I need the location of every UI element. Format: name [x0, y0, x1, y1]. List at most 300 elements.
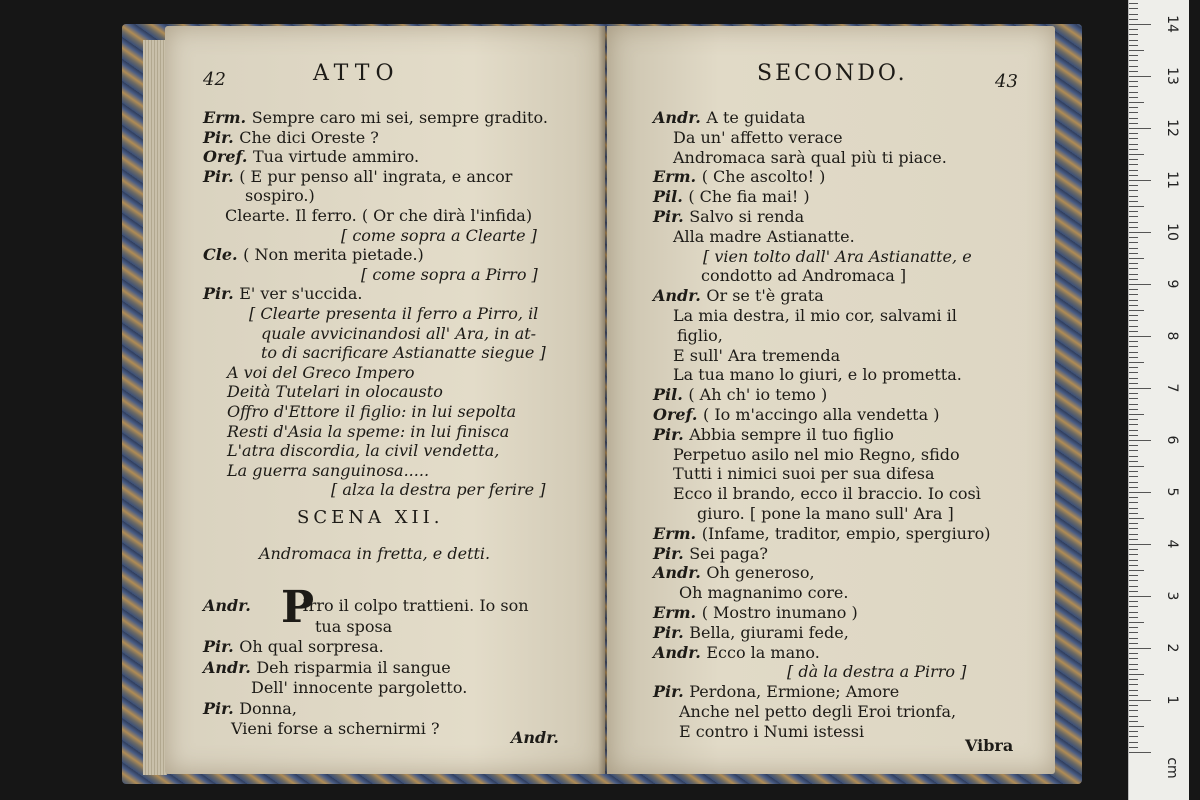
page-number-right: 43: [995, 71, 1018, 92]
line-text: quale avvicinandosi all' Ara, in at-: [261, 323, 537, 343]
ruler-unit: cm: [1164, 757, 1180, 779]
text-line: [227, 402, 516, 422]
ruler-tick: [1129, 284, 1151, 285]
ruler-tick: [1129, 222, 1138, 223]
speaker-label: Oref.: [653, 405, 703, 424]
text-line: [227, 441, 499, 461]
ruler-tick: [1129, 97, 1138, 98]
text-line: [673, 306, 957, 326]
catchword-left: Andr.: [511, 728, 559, 747]
speaker-label: Pir.: [203, 637, 240, 656]
line-text: ( Che ascolto! ): [701, 167, 826, 187]
ruler-tick: [1129, 393, 1138, 394]
running-head-right: SECONDO.: [757, 61, 908, 86]
drop-cap: P: [281, 582, 315, 633]
ruler-tick: [1129, 128, 1151, 129]
ruler-tick: [1129, 424, 1138, 425]
speaker-label: Pir.: [653, 207, 690, 226]
ruler-tick: [1129, 752, 1151, 753]
ruler-tick: [1129, 107, 1138, 108]
catchword-right: Vibra: [965, 736, 1014, 755]
ruler-tick: [1129, 346, 1138, 347]
ruler-tick: [1129, 159, 1138, 160]
ruler-number: 7: [1164, 383, 1180, 393]
line-text: [ vien tolto dall' Ara Astianatte, e: [703, 246, 972, 266]
ruler-tick: [1129, 445, 1138, 446]
line-text: Andromaca sarà qual più ti piace.: [673, 147, 947, 167]
page-edges: [143, 40, 167, 775]
line-text: [ dà la destra a Pirro ]: [787, 662, 967, 682]
ruler-tick: [1129, 580, 1138, 581]
ruler-tick: [1129, 430, 1138, 431]
text-line: [249, 304, 538, 324]
ruler-tick: [1129, 175, 1138, 176]
left-page: [165, 26, 605, 774]
ruler-tick: [1129, 518, 1144, 519]
line-text: Oh magnanimo core.: [679, 583, 849, 603]
ruler-tick: [1129, 570, 1144, 571]
text-line: [673, 445, 960, 465]
ruler-tick: [1129, 690, 1138, 691]
ruler-tick: [1129, 747, 1138, 748]
ruler-tick: [1129, 118, 1138, 119]
line-text: sospiro.): [245, 186, 315, 206]
text-line: [679, 702, 956, 722]
ruler-tick: [1129, 684, 1138, 685]
line-text: Sempre caro mi sei, sempre gradito.: [251, 108, 548, 127]
speaker-label: Pil.: [653, 385, 689, 405]
text-line: [673, 148, 947, 168]
line-text: condotto ad Andromaca ]: [701, 266, 907, 286]
ruler-tick: [1129, 378, 1138, 379]
speaker-label: Pir.: [653, 682, 690, 702]
line-text: Oh qual sorpresa.: [239, 637, 384, 656]
ruler-tick: [1129, 29, 1138, 30]
line-text: E contro i Numi istessi: [679, 721, 865, 741]
text-line: [227, 382, 443, 402]
ruler-number: 14: [1164, 15, 1180, 33]
text-line: [653, 623, 849, 643]
speaker-label: Erm.: [653, 167, 702, 187]
ruler-tick: [1129, 253, 1138, 254]
text-line: [653, 108, 805, 128]
ruler-tick: [1129, 627, 1138, 628]
ruler-tick: [1129, 534, 1138, 535]
text-line: [261, 324, 536, 344]
ruler-tick: [1129, 352, 1138, 353]
ruler-number: 5: [1164, 487, 1180, 497]
speaker-label: Andr.: [653, 642, 707, 662]
ruler-tick: [1129, 731, 1138, 732]
line-text: Oh generoso,: [706, 563, 815, 583]
text-line: [677, 326, 723, 346]
text-line: [653, 385, 827, 405]
ruler-tick: [1129, 466, 1144, 467]
scene-title: SCENA XII.: [297, 507, 444, 528]
ruler-tick: [1129, 482, 1138, 483]
speaker-label: Erm.: [653, 523, 702, 543]
ruler-tick: [1129, 216, 1138, 217]
line-text: Dell' innocente pargoletto.: [251, 678, 468, 697]
text-line: [203, 699, 297, 719]
ruler-tick: [1129, 326, 1138, 327]
ruler-tick: [1129, 138, 1138, 139]
line-text: Abbia sempre il tuo figlio: [689, 424, 894, 444]
ruler-tick: [1129, 71, 1138, 72]
text-line: [227, 363, 415, 383]
line-text: Alla madre Astianatte.: [673, 226, 855, 246]
ruler-tick: [1129, 419, 1138, 420]
text-line: [203, 245, 424, 265]
ruler-tick: [1129, 612, 1138, 613]
ruler-tick: [1129, 206, 1144, 207]
ruler-number: 1: [1164, 695, 1180, 705]
ruler-tick: [1129, 196, 1138, 197]
text-line: [653, 544, 768, 564]
line-text: Sei paga?: [689, 543, 768, 563]
speaker-label: Erm.: [653, 603, 702, 622]
ruler-tick: [1129, 190, 1138, 191]
line-text: Or se t'è grata: [706, 286, 824, 306]
ruler-tick: [1129, 705, 1138, 706]
text-line: [231, 719, 440, 739]
line-text: [ come sopra a Clearte ]: [341, 225, 537, 245]
ruler-tick: [1129, 8, 1138, 9]
ruler-tick: [1129, 736, 1138, 737]
ruler-tick: [1129, 81, 1138, 82]
running-head-left: ATTO: [313, 61, 400, 86]
speaker-label: Pir.: [653, 543, 690, 563]
measurement-ruler: [1128, 0, 1189, 800]
ruler-tick: [1129, 710, 1138, 711]
line-text: Resti d'Asia la speme: in lui finisca: [227, 421, 510, 441]
ruler-tick: [1129, 362, 1144, 363]
speaker-label: Cle.: [203, 245, 244, 265]
ruler-tick: [1129, 242, 1138, 243]
ruler-tick: [1129, 40, 1138, 41]
ruler-tick: [1129, 367, 1138, 368]
ruler-tick: [1129, 237, 1138, 238]
ruler-tick: [1129, 653, 1138, 654]
text-line: [315, 617, 392, 637]
ruler-tick: [1129, 300, 1138, 301]
text-line: [203, 108, 548, 128]
ruler-tick: [1129, 622, 1144, 623]
ruler-tick: [1129, 471, 1138, 472]
text-line: [653, 286, 824, 306]
speaker-label: Andr.: [653, 563, 707, 583]
text-line: [703, 247, 972, 267]
page-number-left: 42: [203, 69, 226, 90]
text-line: [787, 662, 966, 682]
speaker-label: Pil.: [653, 187, 689, 207]
speaker-label: Pir.: [203, 127, 240, 147]
ruler-tick: [1129, 508, 1138, 509]
ruler-tick: [1129, 632, 1138, 633]
speaker-label: Pir.: [653, 622, 690, 642]
line-text: E' ver s'uccida.: [239, 284, 363, 304]
ruler-tick: [1129, 102, 1144, 103]
line-text: Tua virtude ammiro.: [253, 147, 420, 167]
text-line: [653, 167, 825, 187]
ruler-tick: [1129, 372, 1138, 373]
text-line: [331, 480, 545, 500]
text-line: [261, 343, 546, 363]
text-line: [341, 226, 537, 246]
ruler-tick: [1129, 549, 1138, 550]
text-line: [673, 464, 935, 484]
line-text: ( Io m'accingo alla vendetta ): [703, 405, 940, 424]
ruler-tick: [1129, 315, 1138, 316]
speaker-label: Pir.: [653, 424, 690, 444]
ruler-tick: [1129, 258, 1144, 259]
ruler-tick: [1129, 487, 1138, 488]
line-text: A voi del Greco Impero: [227, 362, 415, 382]
ruler-tick: [1129, 539, 1138, 540]
ruler-tick: [1129, 55, 1138, 56]
ruler-tick: [1129, 24, 1151, 25]
ruler-tick: [1129, 560, 1138, 561]
ruler-tick: [1129, 591, 1138, 592]
ruler-tick: [1129, 320, 1138, 321]
line-text: ( E pur penso all' ingrata, e ancor: [239, 166, 513, 186]
ruler-tick: [1129, 492, 1151, 493]
ruler-tick: [1129, 679, 1138, 680]
text-line: [653, 682, 899, 702]
ruler-tick: [1129, 170, 1138, 171]
ruler-tick: [1129, 331, 1138, 332]
text-line: [225, 206, 532, 226]
ruler-tick: [1129, 268, 1138, 269]
text-line: [697, 504, 954, 524]
line-text: Offro d'Ettore il figlio: in lui sepolta: [227, 402, 517, 421]
ruler-tick: [1129, 476, 1138, 477]
ruler-tick: [1129, 575, 1138, 576]
ruler-tick: [1129, 695, 1138, 696]
text-line: [251, 678, 467, 698]
speaker-label: Oref.: [203, 147, 253, 167]
text-line: [361, 265, 538, 285]
ruler-tick: [1129, 638, 1138, 639]
ruler-number: 4: [1164, 539, 1180, 549]
text-line: [653, 405, 939, 425]
text-line: [653, 187, 810, 207]
ruler-number: 12: [1164, 119, 1180, 137]
ruler-tick: [1129, 227, 1138, 228]
text-line: [653, 603, 858, 623]
text-line: [673, 346, 840, 366]
line-text: Vieni forse a schernirmi ?: [231, 719, 440, 738]
line-text: Deh risparmia il sangue: [256, 657, 451, 677]
ruler-tick: [1129, 60, 1138, 61]
line-text: Donna,: [239, 698, 297, 718]
ruler-tick: [1129, 554, 1138, 555]
ruler-tick: [1129, 310, 1144, 311]
ruler-tick: [1129, 185, 1138, 186]
line-text: ( Ah ch' io temo ): [688, 385, 828, 405]
ruler-tick: [1129, 383, 1138, 384]
ruler-tick: [1129, 34, 1138, 35]
ruler-tick: [1129, 414, 1144, 415]
line-text: Irro il colpo trattieni. Io son: [302, 596, 529, 615]
line-text: L'atra discordia, la civil vendetta,: [227, 441, 500, 461]
line-text: giuro. [ pone la mano sull' Ara ]: [697, 504, 954, 523]
line-text: ( Mostro inumano ): [701, 603, 858, 622]
ruler-tick: [1129, 497, 1138, 498]
ruler-tick: [1129, 601, 1138, 602]
ruler-tick: [1129, 211, 1138, 212]
ruler-tick: [1129, 14, 1138, 15]
line-text: [ alza la destra per ferire ]: [331, 480, 546, 500]
ruler-tick: [1129, 398, 1138, 399]
ruler-tick: [1129, 456, 1138, 457]
ruler-tick: [1129, 123, 1138, 124]
text-line: [679, 722, 864, 742]
speaker-label: Erm.: [203, 108, 252, 127]
text-line: [227, 422, 509, 442]
ruler-tick: [1129, 664, 1138, 665]
ruler-number: 3: [1164, 591, 1180, 601]
line-text: figlio,: [677, 325, 723, 345]
ruler-tick: [1129, 294, 1138, 295]
ruler-tick: [1129, 513, 1138, 514]
text-line: [203, 147, 419, 167]
line-text: Deità Tutelari in olocausto: [227, 382, 443, 402]
line-text: Salvo si renda: [689, 207, 805, 226]
line-text: Perdona, Ermione; Amore: [689, 682, 900, 702]
ruler-number: 11: [1164, 171, 1180, 189]
scene-subtitle: Andromaca in fretta, e detti.: [259, 544, 491, 563]
ruler-tick: [1129, 164, 1138, 165]
text-line: [245, 186, 315, 206]
line-text: Clearte. Il ferro. ( Or che dirà l'infida): [225, 206, 533, 225]
ruler-tick: [1129, 643, 1138, 644]
text-line: [679, 583, 848, 603]
text-line: [673, 484, 981, 504]
ruler-tick: [1129, 404, 1138, 405]
text-line: [203, 596, 529, 616]
text-line: [701, 266, 906, 286]
ruler-tick: [1129, 279, 1138, 280]
ruler-tick: [1129, 66, 1138, 67]
text-line: [653, 207, 804, 227]
text-line: [653, 643, 820, 663]
line-text: Tutti i nimici suoi per sua difesa: [673, 464, 935, 484]
speaker-label: Pir.: [203, 698, 240, 718]
text-line: [203, 658, 451, 678]
ruler-tick: [1129, 50, 1144, 51]
ruler-tick: [1129, 565, 1138, 566]
line-text: La guerra sanguinosa.....: [227, 460, 430, 480]
line-text: Bella, giurami fede,: [689, 622, 849, 642]
text-line: [203, 128, 379, 148]
ruler-tick: [1129, 674, 1144, 675]
ruler-tick: [1129, 523, 1138, 524]
ruler-tick: [1129, 596, 1151, 597]
speaker-label: Andr.: [203, 657, 257, 677]
ruler-tick: [1129, 606, 1138, 607]
ruler-tick: [1129, 112, 1138, 113]
line-text: [ come sopra a Pirro ]: [361, 264, 538, 284]
ruler-tick: [1129, 248, 1138, 249]
ruler-tick: [1129, 648, 1151, 649]
ruler-tick: [1129, 726, 1144, 727]
ruler-tick: [1129, 341, 1138, 342]
ruler-tick: [1129, 357, 1138, 358]
text-line: [203, 637, 384, 657]
line-text: Anche nel petto degli Eroi trionfa,: [679, 702, 957, 721]
ruler-tick: [1129, 305, 1138, 306]
right-page: [607, 26, 1055, 774]
line-text: ( Non merita pietade.): [243, 245, 424, 265]
ruler-number: 9: [1164, 279, 1180, 289]
speaker-label: Andr.: [653, 286, 707, 306]
line-text: to di sacrificare Astianatte siegue ]: [261, 343, 546, 363]
ruler-number: 10: [1164, 223, 1180, 241]
line-text: A te guidata: [706, 108, 806, 127]
ruler-tick: [1129, 133, 1138, 134]
ruler-tick: [1129, 528, 1138, 529]
line-text: E sull' Ara tremenda: [673, 345, 841, 365]
ruler-tick: [1129, 289, 1138, 290]
line-text: Da un' affetto verace: [673, 127, 843, 147]
ruler-tick: [1129, 149, 1138, 150]
speaker-label: Pir.: [203, 166, 240, 186]
text-line: [227, 461, 429, 481]
speaker-label: Andr.: [653, 108, 707, 127]
ruler-tick: [1129, 92, 1138, 93]
line-text: Perpetuo asilo nel mio Regno, sfido: [673, 444, 960, 464]
ruler-tick: [1129, 19, 1138, 20]
line-text: Ecco il brando, ecco il braccio. Io così: [673, 484, 981, 504]
ruler-tick: [1129, 154, 1144, 155]
ruler-tick: [1129, 700, 1151, 701]
ruler-number: 8: [1164, 331, 1180, 341]
text-line: [673, 128, 843, 148]
ruler-tick: [1129, 502, 1138, 503]
ruler-tick: [1129, 45, 1138, 46]
ruler-tick: [1129, 180, 1151, 181]
ruler-number: 2: [1164, 643, 1180, 653]
ruler-tick: [1129, 617, 1138, 618]
ruler-tick: [1129, 440, 1151, 441]
ruler-number: 13: [1164, 67, 1180, 85]
ruler-tick: [1129, 76, 1151, 77]
ruler-tick: [1129, 435, 1138, 436]
ruler-tick: [1129, 274, 1138, 275]
ruler-tick: [1129, 658, 1138, 659]
ruler-tick: [1129, 201, 1138, 202]
ruler-tick: [1129, 336, 1151, 337]
text-line: [203, 167, 512, 187]
line-text: La mia destra, il mio cor, salvami il: [673, 306, 957, 325]
text-line: [673, 227, 855, 247]
ruler-tick: [1129, 716, 1138, 717]
line-text: (Infame, traditor, empio, spergiuro): [701, 523, 991, 543]
line-text: ( Che fia mai! ): [688, 187, 810, 207]
ruler-tick: [1129, 461, 1138, 462]
text-line: [653, 524, 991, 544]
ruler-tick: [1129, 409, 1138, 410]
ruler-tick: [1129, 3, 1138, 4]
ruler-tick: [1129, 544, 1151, 545]
line-text: Ecco la mano.: [706, 642, 820, 662]
ruler-tick: [1129, 388, 1151, 389]
ruler-tick: [1129, 721, 1138, 722]
line-text: Che dici Oreste ?: [239, 127, 379, 147]
line-text: La tua mano lo giuri, e lo prometta.: [673, 365, 962, 385]
ruler-tick: [1129, 263, 1138, 264]
